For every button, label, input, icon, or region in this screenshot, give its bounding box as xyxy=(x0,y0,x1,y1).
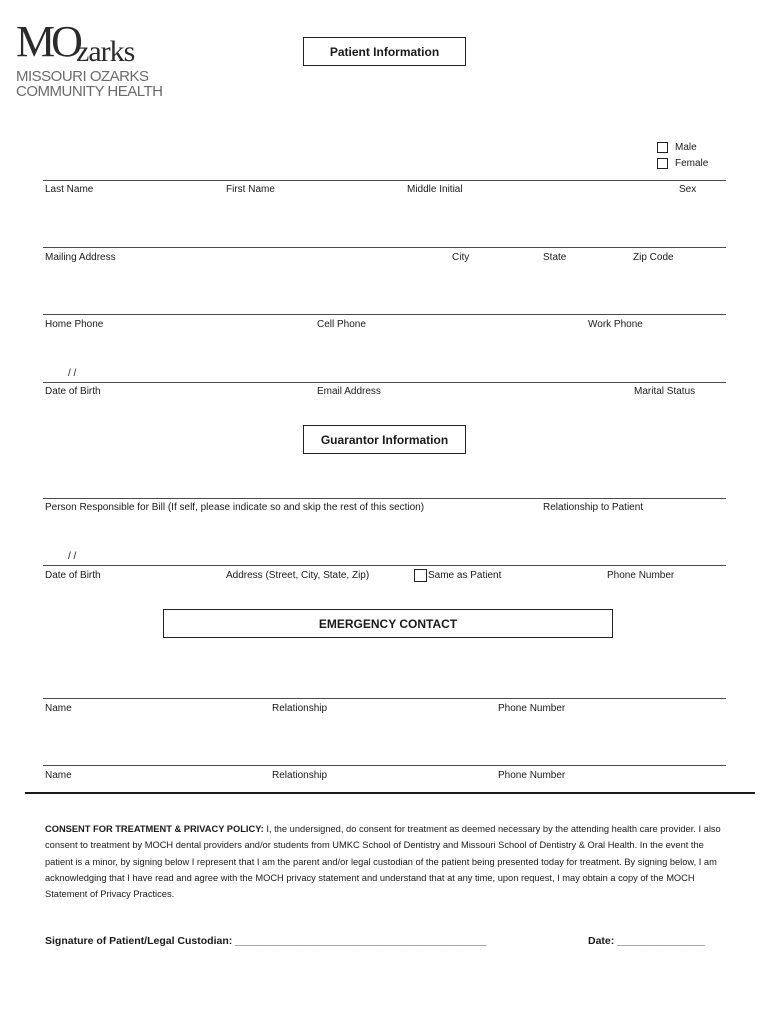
consent-paragraph xyxy=(45,821,725,902)
first-name-label: First Name xyxy=(226,184,275,195)
guarantor-information-heading: Guarantor Information xyxy=(303,425,466,454)
same-as-patient-label: Same as Patient xyxy=(428,570,502,581)
emergency-contact-heading: EMERGENCY CONTACT xyxy=(163,609,613,638)
logo-line-2: COMMUNITY HEALTH xyxy=(16,83,163,100)
state-label: State xyxy=(543,252,567,263)
field-line[interactable] xyxy=(43,565,726,566)
guarantor-address-label: Address (Street, City, State, Zip) xyxy=(226,570,370,581)
middle-initial-label: Middle Initial xyxy=(407,184,463,195)
emergency-name-label: Name xyxy=(45,703,72,714)
female-label: Female xyxy=(675,158,709,169)
male-label: Male xyxy=(675,142,697,153)
emergency-phone-label: Phone Number xyxy=(498,770,566,781)
field-line[interactable] xyxy=(43,180,726,181)
guarantor-dob-label: Date of Birth xyxy=(45,570,101,581)
person-responsible-label: Person Responsible for Bill (If self, please indicate so and skip the rest of this section) xyxy=(45,502,425,513)
signature-line[interactable]: Signature of Patient/Legal Custodian: ___________________________________________ xyxy=(45,935,487,947)
dob-slashes: / / xyxy=(68,368,77,379)
guarantor-phone-label: Phone Number xyxy=(607,570,675,581)
email-address-label: Email Address xyxy=(317,386,381,397)
zip-code-label: Zip Code xyxy=(633,252,674,263)
emergency-relationship-label: Relationship xyxy=(272,703,328,714)
section-divider xyxy=(25,792,755,794)
logo-name: zarks xyxy=(76,35,135,68)
consent-body: I, the undersigned, do consent for treatment as deemed necessary by the attending health care provider. I also consent to treatment by MOCH dental providers and/or students from UMKC School of Dentistry and Missouri School of Dentistry & Oral Health. In the event the patient is a minor, by signing below I represent that I am the parent and/or legal custodian of the patient being presented today for treatment. By signing below, I am acknowledging that I have read and agree with the MOCH privacy statement and understand that at any time, upon request, I may obtain a copy of the MOCH Statement of Privacy Practices. xyxy=(45,824,721,900)
field-line[interactable] xyxy=(43,498,726,499)
logo-mark: MO xyxy=(16,17,79,66)
sex-label: Sex xyxy=(679,184,697,195)
date-of-birth-label: Date of Birth xyxy=(45,386,101,397)
guarantor-dob-slashes: / / xyxy=(68,551,77,562)
field-line[interactable] xyxy=(43,314,726,315)
consent-heading: CONSENT FOR TREATMENT & PRIVACY POLICY: xyxy=(45,824,264,834)
cell-phone-label: Cell Phone xyxy=(317,319,366,330)
same-as-patient-checkbox[interactable] xyxy=(414,569,427,582)
emergency-phone-label: Phone Number xyxy=(498,703,566,714)
logo-line-1: MISSOURI OZARKS xyxy=(16,68,149,85)
field-line[interactable] xyxy=(43,698,726,699)
field-line[interactable] xyxy=(43,247,726,248)
last-name-label: Last Name xyxy=(45,184,94,195)
emergency-name-label: Name xyxy=(45,770,72,781)
mailing-address-label: Mailing Address xyxy=(45,252,116,263)
date-line[interactable]: Date: _______________ xyxy=(588,935,705,947)
marital-status-label: Marital Status xyxy=(634,386,696,397)
relationship-to-patient-label: Relationship to Patient xyxy=(543,502,644,513)
field-line[interactable] xyxy=(43,382,726,383)
patient-information-heading: Patient Information xyxy=(303,37,466,66)
emergency-relationship-label: Relationship xyxy=(272,770,328,781)
male-checkbox[interactable] xyxy=(657,142,668,153)
work-phone-label: Work Phone xyxy=(588,319,643,330)
city-label: City xyxy=(452,252,470,263)
home-phone-label: Home Phone xyxy=(45,319,104,330)
female-checkbox[interactable] xyxy=(657,158,668,169)
field-line[interactable] xyxy=(43,765,726,766)
